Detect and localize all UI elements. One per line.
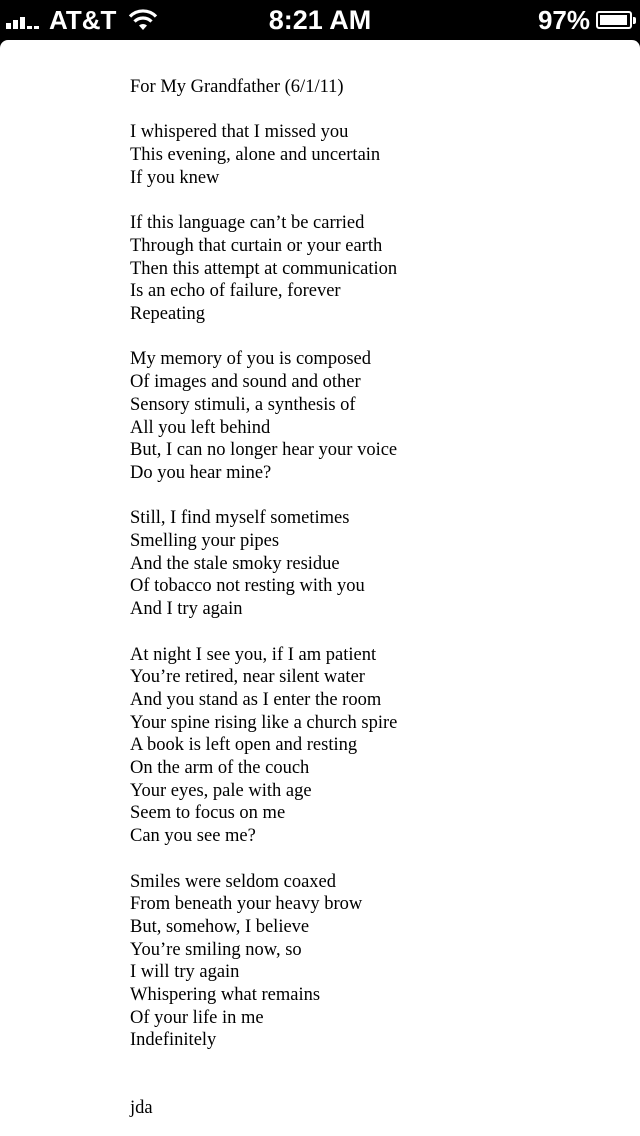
- poem-title: For My Grandfather (6/1/11): [130, 77, 344, 97]
- carrier-name: AT&T: [49, 4, 117, 35]
- status-right: [538, 4, 632, 36]
- poem-line: Sensory stimuli, a synthesis of: [130, 394, 356, 415]
- poem-line: At night I see you, if I am patient: [130, 644, 377, 665]
- poem-line: All you left behind: [130, 417, 271, 438]
- poem-body: [130, 121, 610, 1052]
- poem-line: If this language can’t be carried: [130, 213, 365, 234]
- poem-line: Seem to focus on me: [130, 803, 286, 824]
- poem-stanza: [130, 348, 610, 484]
- battery-fill: [600, 15, 627, 25]
- poem-line: Indefinitely: [130, 1030, 217, 1051]
- poem-stanza: [130, 871, 610, 1053]
- poem-line: I will try again: [130, 962, 240, 983]
- status-time: 8:21 AM: [268, 5, 372, 35]
- status-bar: [0, 0, 640, 40]
- poem-line: On the arm of the couch: [130, 758, 310, 779]
- poem-document: [130, 76, 610, 1120]
- poem-line: Do you hear mine?: [130, 462, 272, 483]
- battery-icon: [596, 11, 632, 29]
- poem-line: Can you see me?: [130, 826, 256, 847]
- poem-line: Then this attempt at communication: [130, 258, 398, 279]
- poem-line: Repeating: [130, 304, 206, 324]
- battery-percent: 97%: [537, 4, 590, 35]
- poem-stanza: [130, 644, 610, 848]
- poem-line: Smelling your pipes: [130, 531, 280, 551]
- poem-line: Of tobacco not resting with you: [130, 576, 365, 597]
- poem-line: Of your life in me: [130, 1007, 264, 1028]
- poem-line: But, somehow, I believe: [130, 916, 310, 937]
- poem-stanza: [130, 121, 610, 189]
- poem-stanza: [130, 212, 610, 326]
- document-view[interactable]: [0, 40, 640, 1136]
- poem-line: But, I can no longer hear your voice: [130, 440, 398, 461]
- poem-line: Smiles were seldom coaxed: [130, 871, 337, 892]
- poem-line: Your spine rising like a church spire: [130, 712, 398, 733]
- poem-line: From beneath your heavy brow: [130, 894, 363, 915]
- poem-line: Of images and sound and other: [130, 372, 361, 393]
- poem-line: You’re retired, near silent water: [130, 667, 365, 688]
- poem-line: Is an echo of failure, forever: [130, 281, 341, 302]
- poem-line: Through that curtain or your earth: [130, 235, 383, 256]
- poem-line: You’re smiling now, so: [130, 939, 302, 960]
- poem-line: And I try again: [130, 599, 243, 620]
- poem-line: And the stale smoky residue: [130, 553, 340, 574]
- poem-line: Still, I find myself sometimes: [130, 508, 350, 529]
- poem-line: A book is left open and resting: [130, 735, 358, 756]
- poem-line: This evening, alone and uncertain: [130, 145, 381, 166]
- poem-signature: jda: [130, 1098, 153, 1119]
- poem-line: Your eyes, pale with age: [130, 780, 312, 801]
- poem-stanza: [130, 507, 610, 621]
- poem-line: And you stand as I enter the room: [130, 689, 382, 710]
- poem-line: My memory of you is composed: [130, 349, 371, 370]
- poem-line: I whispered that I missed you: [130, 122, 349, 143]
- poem-line: Whispering what remains: [130, 985, 321, 1006]
- poem-line: If you knew: [130, 167, 220, 188]
